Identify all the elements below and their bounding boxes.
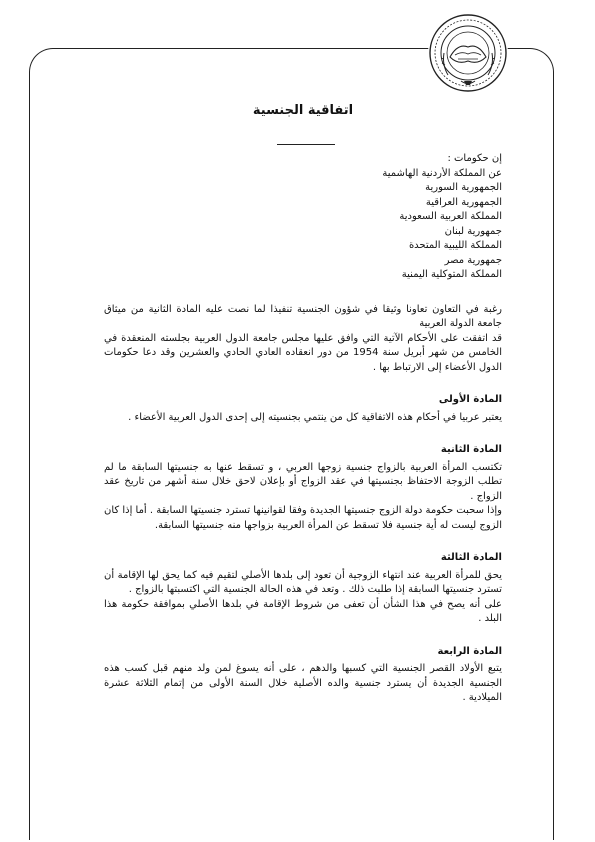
governments-block (104, 152, 502, 283)
article-paragraph: يعتبر عربيا في أحكام هذه الاتفاقية كل من ينتمي بجنسيته إلى إحدى الدول العربية الأعضاء . (128, 411, 502, 423)
document-body (104, 103, 502, 706)
article-2 (104, 443, 502, 533)
government-item: المملكة المتوكلية اليمنية (401, 269, 502, 280)
government-item: الجمهورية العراقية (425, 196, 502, 208)
title-underline (277, 144, 335, 145)
article-4 (104, 645, 502, 706)
arab-league-seal (428, 13, 508, 93)
article-3 (104, 551, 502, 627)
article-paragraph: تكتسب المرأة العربية بالزواج جنسية زوجها العربي ، و تسقط عنها به جنسيتها السابقة ما لم تطلب الزوجة الاحتفاظ بجنسيتها في عقد الزواج أو بإعلان لاحق خلال سنة أشهر من تاريخ عقد الزواج . (104, 461, 502, 502)
government-item: عن المملكة الأردنية الهاشمية (382, 167, 502, 179)
document-title: اتفاقية الجنسية (252, 103, 354, 118)
article-paragraph: وإذا سحبت حكومة دولة الزوج جنسيتها الجديدة وفقا لقوانينها تسترد جنسيتها السابقة . أما إذا كان الزوج ليست له أية جنسية فلا تسقط عن المرأة العربية بزواجها منه جنسيتها السابقة. (104, 505, 502, 531)
preamble-paragraph: قد اتفقت على الأحكام الآتية التي وافق عليها مجلس جامعة الدول العربية بجلسته المنعقدة في الخامس من شهر أبريل سنة 1954 من دور انعقاده العادي الحادي والعشرين وقد دعا حكومات الدول الأعضاء إلى الارتباط بها . (104, 332, 503, 373)
preamble (104, 303, 502, 376)
article-heading: المادة الثانية (440, 444, 502, 455)
article-paragraph: يتبع الأولاد القصر الجنسية التي كسبها والدهم ، على أنه يسوغ لمن ولد منهم قبل كسب هذه الجنسية الجديدة أن يسترد جنسية والده الأصلية خلال السنة الأولى من إتمام الثلاثة عشرة الميلادية . (104, 663, 502, 703)
article-heading: المادة الرابعة (437, 645, 502, 657)
article-heading: المادة الأولى (438, 394, 502, 405)
government-item: جمهورية مصر (444, 254, 502, 266)
article-1 (104, 393, 502, 425)
government-item: جمهورية لبنان (444, 225, 502, 237)
intro-lead: إن حكومات : (447, 153, 502, 164)
arab-league-emblem-icon (428, 13, 508, 93)
article-paragraph: على أنه يصح في هذا الشأن أن تعفى من شروط الإقامة في بلدها الأصلي بموافقة حكومة هذا البلد . (104, 598, 502, 624)
preamble-paragraph: رغبة في التعاون تعاونا وثيقا في شؤون الجنسية تنفيذا لما نصت عليه المادة الثانية من ميثاق جامعة الدولة العربية (104, 303, 502, 329)
government-item: الجمهورية السورية (425, 182, 502, 193)
government-item: المملكة العربية السعودية (399, 211, 502, 222)
article-heading: المادة الثالثة (440, 552, 502, 563)
government-item: المملكة الليبية المتحدة (408, 240, 502, 251)
article-paragraph: يحق للمرأة العربية عند انتهاء الزوجية أن تعود إلى بلدها الأصلي لتقيم فيه كما يحق لها الإقامة أن تسترد جنسيتها السابقة إذا طلبت ذلك . وتعد في هذه الحالة الجنسية التي اكتسبتها بالزواج . (104, 569, 502, 595)
